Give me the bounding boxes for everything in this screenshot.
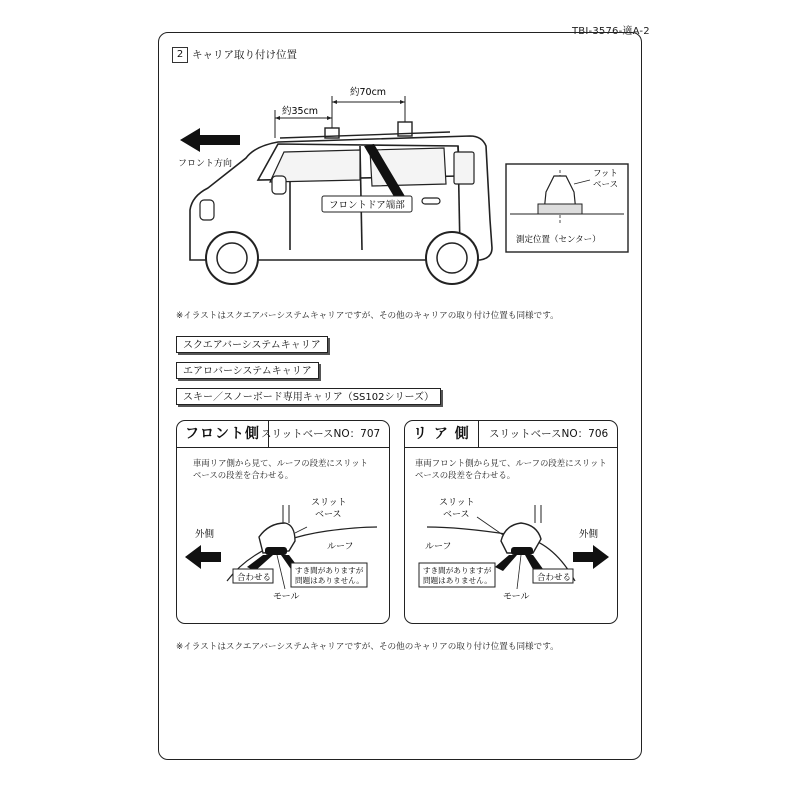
- front-side-panel: [176, 420, 390, 624]
- front-slit-label-2: ベース: [315, 510, 342, 520]
- foot-base-inset: [506, 164, 628, 252]
- rear-outside-arrow: [573, 545, 609, 569]
- front-direction-label: フロント方向: [178, 159, 233, 169]
- carrier-type-aero: エアロバーシステムキャリア: [176, 362, 319, 379]
- rear-slit-base-number: スリットベースNO：706: [489, 428, 609, 440]
- rear-fitting-diagram: [405, 491, 617, 621]
- front-gap-label-2: 問題はありません。: [295, 576, 364, 585]
- rear-gap-label-2: 問題はありません。: [423, 576, 492, 585]
- foot-base-label-2: ベース: [593, 180, 619, 190]
- rear-instruction-line-1: 車両フロント側から見て、ルーフの段差にスリット: [415, 458, 607, 468]
- front-door-edge-label: フロントドア端部: [329, 200, 405, 211]
- front-outside-label: 外側: [195, 529, 215, 540]
- dimension-lines: [275, 96, 405, 138]
- front-molding-label: モール: [273, 592, 300, 602]
- front-slit-label-1: スリット: [311, 498, 347, 508]
- front-direction-arrow: [180, 128, 240, 152]
- rear-outside-label: 外側: [579, 529, 599, 540]
- rear-gap-label-1: すき間がありますが: [423, 566, 492, 575]
- rear-roof-label: ルーフ: [425, 542, 452, 552]
- note-top: ※イラストはスクエアバーシステムキャリアですが、その他のキャリアの取り付け位置も同様です。: [176, 311, 559, 321]
- front-instruction-line-2: ベースの段差を合わせる。: [193, 470, 294, 480]
- rear-instruction-line-2: ベースの段差を合わせる。: [415, 470, 516, 480]
- rear-molding-label: モール: [503, 592, 530, 602]
- section-number: 2: [172, 47, 188, 63]
- front-instruction-line-1: 車両リア側から見て、ルーフの段差にスリット: [193, 458, 368, 468]
- rear-side-panel: [404, 420, 618, 624]
- front-roof-label: ルーフ: [327, 542, 354, 552]
- rear-slit-label-1: スリット: [439, 498, 475, 508]
- measure-position-label: 測定位置（センター）: [516, 235, 601, 245]
- dim-35-label: 約35cm: [282, 106, 319, 117]
- front-side-title: フロント側: [177, 421, 269, 447]
- front-gap-label-1: すき間がありますが: [295, 566, 364, 575]
- note-bottom: ※イラストはスクエアバーシステムキャリアですが、その他のキャリアの取り付け位置も同様です。: [176, 642, 559, 652]
- car-diagram: [160, 80, 640, 300]
- document-code: TBI-3576-適A-2: [572, 26, 650, 37]
- carrier-type-square: スクエアバーシステムキャリア: [176, 336, 328, 353]
- dim-70-label: 約70cm: [350, 87, 387, 98]
- rear-slit-label-2: ベース: [443, 510, 470, 520]
- rear-align-label: 合わせる: [537, 573, 572, 583]
- foot-base-label-1: フット: [593, 169, 618, 179]
- front-outside-arrow: [185, 545, 221, 569]
- carrier-type-ski: スキー／スノーボード専用キャリア（SS102シリーズ）: [176, 388, 441, 405]
- rear-side-title: リ ア 側: [405, 421, 479, 447]
- section-title: キャリア取り付け位置: [192, 49, 297, 61]
- front-slit-base-number: スリットベースNO：707: [261, 428, 381, 440]
- front-fitting-diagram: [177, 491, 389, 621]
- front-align-label: 合わせる: [237, 573, 272, 583]
